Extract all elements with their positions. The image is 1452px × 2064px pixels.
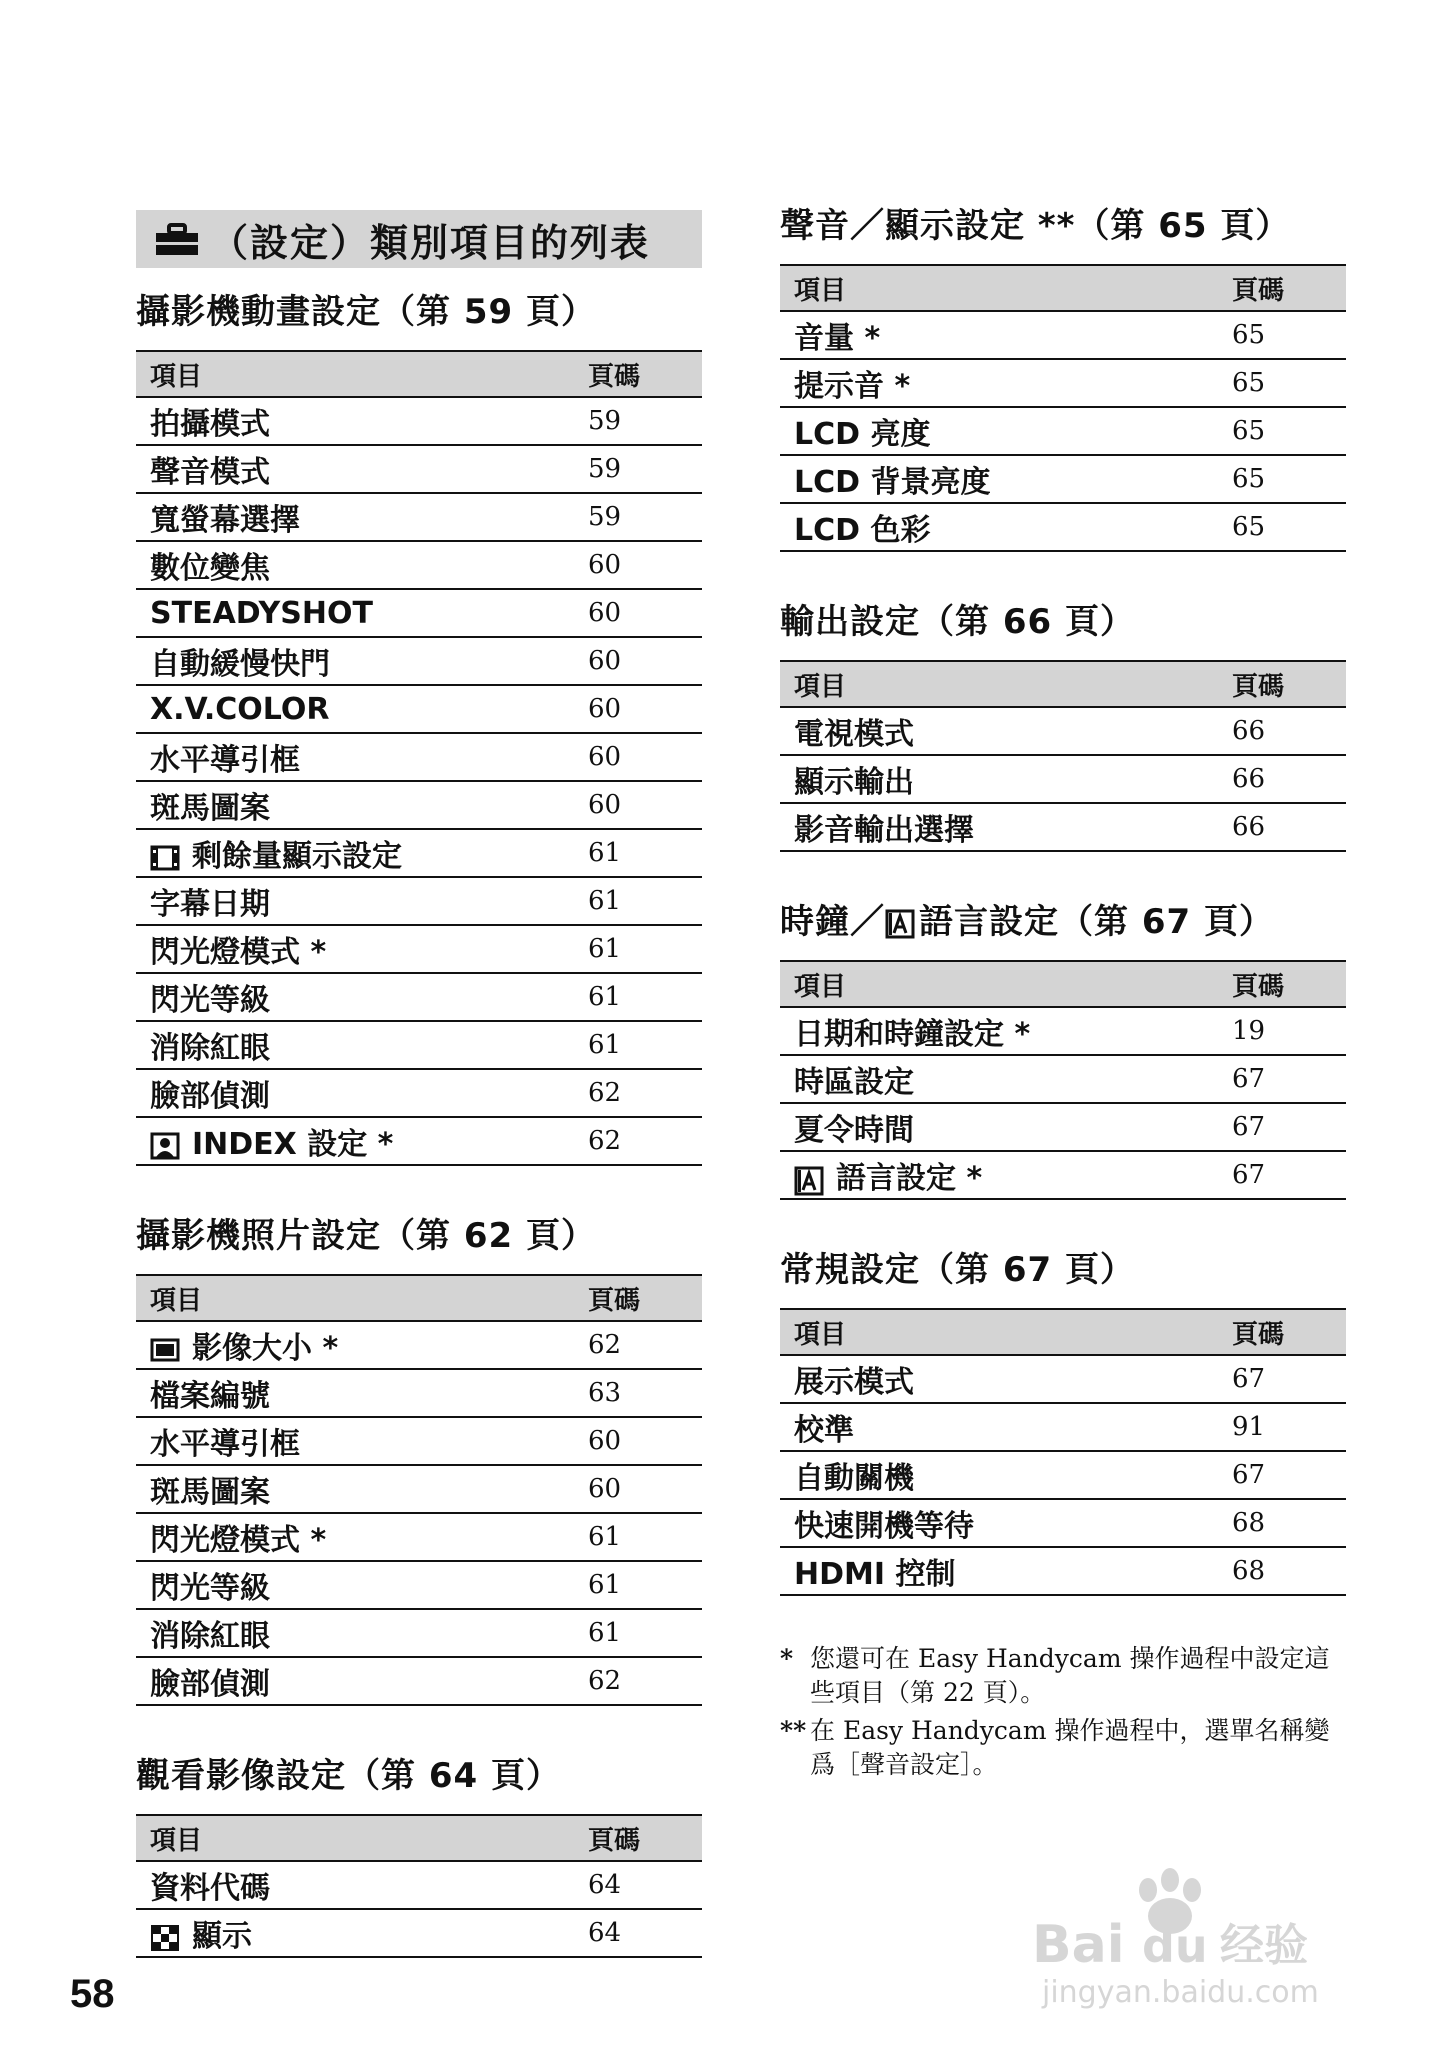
column-header-item: 項目 — [136, 1815, 578, 1861]
item-label: STEADYSHOT — [150, 595, 373, 631]
page-title — [136, 210, 702, 268]
table-row — [780, 455, 1346, 503]
toolbox-icon — [154, 222, 200, 256]
item-label: 檔案編號 — [150, 1379, 270, 1414]
settings-section — [780, 898, 1346, 1200]
image-size-icon — [150, 1336, 180, 1364]
item-cell — [780, 311, 1222, 359]
watermark-brand: Bai — [1032, 1915, 1125, 1975]
column-header-page: 頁碼 — [1222, 961, 1346, 1007]
item-label: 閃光燈模式 * — [150, 1523, 327, 1558]
page-cell: 68 — [1222, 1499, 1346, 1547]
item-cell — [780, 455, 1222, 503]
item-cell — [780, 1103, 1222, 1151]
table-row — [136, 1321, 702, 1369]
table-row — [136, 1909, 702, 1957]
table-header-row — [136, 1275, 702, 1321]
item-cell — [780, 1055, 1222, 1103]
item-label: HDMI 控制 — [794, 1557, 956, 1592]
page-cell: 62 — [578, 1069, 702, 1117]
column-header-item: 項目 — [780, 661, 1222, 707]
item-cell — [136, 1609, 578, 1657]
page-cell: 64 — [578, 1909, 702, 1957]
settings-table — [136, 1814, 702, 1958]
table-row — [780, 1403, 1346, 1451]
face-index-icon — [150, 1132, 180, 1160]
table-row — [136, 1609, 702, 1657]
column-header-page: 頁碼 — [1222, 265, 1346, 311]
table-row — [136, 877, 702, 925]
settings-section — [780, 202, 1346, 552]
table-row — [136, 685, 702, 733]
table-row — [136, 493, 702, 541]
item-label: 數位變焦 — [150, 551, 270, 586]
settings-table — [780, 960, 1346, 1200]
item-cell — [136, 733, 578, 781]
page-cell: 65 — [1222, 311, 1346, 359]
column-header-item: 項目 — [136, 1275, 578, 1321]
column-header-page: 頁碼 — [1222, 1309, 1346, 1355]
watermark-brand2: du — [1142, 1919, 1208, 1973]
item-cell — [136, 397, 578, 445]
page-cell: 66 — [1222, 707, 1346, 755]
page-cell: 64 — [578, 1861, 702, 1909]
table-row — [136, 1561, 702, 1609]
item-label: 校準 — [794, 1413, 854, 1448]
table-header-row — [780, 661, 1346, 707]
item-label: 拍攝模式 — [150, 407, 270, 442]
page-title-text: （設定）類別項目的列表 — [210, 220, 651, 265]
settings-section — [136, 1212, 702, 1706]
language-icon — [885, 909, 915, 939]
item-label: 夏令時間 — [794, 1113, 914, 1148]
item-label: 寬螢幕選擇 — [150, 503, 300, 538]
table-row — [780, 1355, 1346, 1403]
item-cell — [136, 781, 578, 829]
page-cell: 59 — [578, 493, 702, 541]
page-cell: 67 — [1222, 1151, 1346, 1199]
section-title-text: 常規設定（第 67 頁） — [780, 1250, 1135, 1290]
item-label: 影像大小 * — [192, 1331, 339, 1366]
table-header-row — [136, 1815, 702, 1861]
table-header-row — [780, 961, 1346, 1007]
table-row — [136, 973, 702, 1021]
footnote-mark: * — [780, 1644, 794, 1673]
page-cell: 67 — [1222, 1103, 1346, 1151]
item-label: 消除紅眼 — [150, 1619, 270, 1654]
item-label: 聲音模式 — [150, 455, 270, 490]
table-row — [780, 311, 1346, 359]
item-label: 影音輸出選擇 — [794, 813, 974, 848]
table-row — [780, 1547, 1346, 1595]
page-cell: 60 — [578, 637, 702, 685]
table-row — [136, 1513, 702, 1561]
table-row — [780, 755, 1346, 803]
table-header-row — [780, 1309, 1346, 1355]
item-cell — [780, 1007, 1222, 1055]
item-cell — [136, 589, 578, 637]
settings-section — [780, 598, 1346, 852]
table-row — [136, 781, 702, 829]
table-row — [780, 1151, 1346, 1199]
settings-section — [136, 1752, 702, 1958]
page-cell: 61 — [578, 1513, 702, 1561]
page-cell: 62 — [578, 1321, 702, 1369]
table-header-row — [780, 265, 1346, 311]
table-row — [136, 397, 702, 445]
table-row — [136, 1117, 702, 1165]
section-title-text: 觀看影像設定（第 64 頁） — [136, 1756, 561, 1796]
right-column — [780, 202, 1346, 1786]
table-row — [136, 637, 702, 685]
table-row — [780, 707, 1346, 755]
page-cell: 60 — [578, 733, 702, 781]
table-row — [780, 1451, 1346, 1499]
page-cell: 60 — [578, 1417, 702, 1465]
baidu-jingyan-watermark — [1030, 1860, 1360, 2010]
page-cell: 65 — [1222, 503, 1346, 551]
page-cell: 62 — [578, 1117, 702, 1165]
page-cell: 66 — [1222, 803, 1346, 851]
item-label: LCD 色彩 — [794, 513, 931, 548]
item-label: 剩餘量顯示設定 — [192, 839, 402, 874]
footnote-text: 您還可在 Easy Handycam 操作過程中設定這些項目（第 22 頁）。 — [810, 1644, 1330, 1707]
section-title — [780, 598, 1346, 646]
item-cell — [136, 829, 578, 877]
item-label: 時區設定 — [794, 1065, 914, 1100]
item-label: 閃光燈模式 * — [150, 935, 327, 970]
item-cell — [136, 877, 578, 925]
table-row — [780, 503, 1346, 551]
item-cell — [136, 541, 578, 589]
film-icon — [150, 844, 180, 872]
table-row — [136, 1369, 702, 1417]
page-cell: 91 — [1222, 1403, 1346, 1451]
page-cell: 19 — [1222, 1007, 1346, 1055]
item-label: 斑馬圖案 — [150, 1475, 270, 1510]
section-title — [136, 288, 702, 336]
item-cell — [136, 637, 578, 685]
page-number: 58 — [70, 1972, 115, 2016]
item-label: 提示音 * — [794, 369, 911, 404]
page-cell: 60 — [578, 589, 702, 637]
item-label: 水平導引框 — [150, 1427, 300, 1462]
page-cell: 60 — [578, 685, 702, 733]
page-cell: 68 — [1222, 1547, 1346, 1595]
table-row — [136, 1417, 702, 1465]
table-row — [780, 1499, 1346, 1547]
section-title — [780, 898, 1346, 946]
item-cell — [136, 1417, 578, 1465]
item-label: INDEX 設定 * — [192, 1127, 394, 1162]
table-row — [136, 1021, 702, 1069]
page-cell: 67 — [1222, 1055, 1346, 1103]
column-header-item: 項目 — [136, 351, 578, 397]
table-row — [136, 1069, 702, 1117]
item-label: 顯示輸出 — [794, 765, 914, 800]
footnote-text: 在 Easy Handycam 操作過程中，選單名稱變爲［聲音設定］。 — [810, 1716, 1330, 1779]
page-cell: 66 — [1222, 755, 1346, 803]
table-header-row — [136, 351, 702, 397]
item-cell — [136, 1465, 578, 1513]
section-title — [136, 1212, 702, 1260]
item-cell — [136, 685, 578, 733]
page-cell: 62 — [578, 1657, 702, 1705]
table-row — [780, 359, 1346, 407]
item-label: 日期和時鐘設定 * — [794, 1017, 1031, 1052]
table-row — [136, 541, 702, 589]
settings-table — [136, 1274, 702, 1706]
column-header-page: 頁碼 — [578, 1815, 702, 1861]
watermark-suffix: 经验 — [1220, 1920, 1308, 1971]
section-title-text: 聲音／顯示設定 **（第 65 頁） — [780, 206, 1291, 246]
item-label: 水平導引框 — [150, 743, 300, 778]
column-header-page: 頁碼 — [578, 1275, 702, 1321]
page-cell: 61 — [578, 877, 702, 925]
page-cell: 67 — [1222, 1355, 1346, 1403]
page-cell: 61 — [578, 925, 702, 973]
page-cell: 59 — [578, 397, 702, 445]
page-cell: 61 — [578, 829, 702, 877]
section-title-text: 攝影機動畫設定（第 59 頁） — [136, 292, 596, 332]
item-label: 斑馬圖案 — [150, 791, 270, 826]
section-title-prefix: 時鐘／ — [780, 902, 885, 942]
page-cell: 60 — [578, 541, 702, 589]
table-row — [780, 1103, 1346, 1151]
table-row — [136, 1861, 702, 1909]
item-label: 臉部偵測 — [150, 1667, 270, 1702]
table-row — [780, 1055, 1346, 1103]
column-header-page: 頁碼 — [1222, 661, 1346, 707]
footnote — [780, 1714, 1346, 1782]
item-label: 展示模式 — [794, 1365, 914, 1400]
table-row — [136, 1465, 702, 1513]
item-cell — [780, 707, 1222, 755]
item-cell — [136, 493, 578, 541]
table-row — [780, 803, 1346, 851]
table-row — [780, 1007, 1346, 1055]
table-row — [136, 445, 702, 493]
item-label: LCD 亮度 — [794, 417, 931, 452]
table-row — [136, 1657, 702, 1705]
settings-table — [780, 660, 1346, 852]
item-label: 自動緩慢快門 — [150, 647, 330, 682]
left-column — [136, 210, 702, 2004]
column-header-item: 項目 — [780, 961, 1222, 1007]
page-cell: 65 — [1222, 407, 1346, 455]
settings-table — [780, 1308, 1346, 1596]
item-cell — [780, 803, 1222, 851]
page-cell: 65 — [1222, 455, 1346, 503]
item-label: X.V.COLOR — [150, 691, 330, 727]
item-cell — [136, 925, 578, 973]
settings-section — [136, 288, 702, 1166]
item-label: 資料代碼 — [150, 1871, 270, 1906]
item-label: 快速開機等待 — [794, 1509, 974, 1544]
table-row — [136, 589, 702, 637]
table-row — [136, 733, 702, 781]
page-cell: 61 — [578, 973, 702, 1021]
item-label: 臉部偵測 — [150, 1079, 270, 1114]
page-cell: 61 — [578, 1021, 702, 1069]
item-label: 音量 * — [794, 321, 881, 356]
item-cell — [136, 1069, 578, 1117]
section-title-text: 語言設定（第 67 頁） — [919, 902, 1274, 942]
item-cell — [136, 973, 578, 1021]
footnote-mark: ** — [780, 1716, 807, 1745]
item-cell — [136, 1021, 578, 1069]
footnotes — [780, 1642, 1346, 1782]
settings-section — [780, 1246, 1346, 1596]
item-cell — [780, 1403, 1222, 1451]
item-cell — [780, 755, 1222, 803]
section-title — [136, 1752, 702, 1800]
item-cell — [136, 1909, 578, 1957]
column-header-item: 項目 — [780, 1309, 1222, 1355]
page-cell: 63 — [578, 1369, 702, 1417]
item-cell — [136, 1117, 578, 1165]
column-header-item: 項目 — [780, 265, 1222, 311]
item-label: 電視模式 — [794, 717, 914, 752]
settings-table — [136, 350, 702, 1166]
page-cell: 61 — [578, 1561, 702, 1609]
page-cell: 65 — [1222, 359, 1346, 407]
page-cell: 59 — [578, 445, 702, 493]
item-cell — [136, 1561, 578, 1609]
table-row — [780, 407, 1346, 455]
page-cell: 60 — [578, 781, 702, 829]
table-row — [136, 925, 702, 973]
item-cell — [780, 1451, 1222, 1499]
item-label: 語言設定 * — [836, 1161, 983, 1196]
item-cell — [136, 1369, 578, 1417]
item-cell — [780, 1355, 1222, 1403]
item-cell — [780, 1151, 1222, 1199]
watermark-url: jingyan.baidu.com — [1042, 1975, 1319, 2010]
item-label: LCD 背景亮度 — [794, 465, 991, 500]
item-cell — [780, 1547, 1222, 1595]
page-cell: 60 — [578, 1465, 702, 1513]
column-header-page: 頁碼 — [578, 351, 702, 397]
item-cell — [780, 359, 1222, 407]
section-title-text: 輸出設定（第 66 頁） — [780, 602, 1135, 642]
item-cell — [136, 1657, 578, 1705]
item-cell — [780, 503, 1222, 551]
page-cell: 67 — [1222, 1451, 1346, 1499]
item-label: 閃光等級 — [150, 1571, 270, 1606]
checker-icon — [150, 1924, 180, 1952]
item-label: 消除紅眼 — [150, 1031, 270, 1066]
page-cell: 61 — [578, 1609, 702, 1657]
section-title — [780, 1246, 1346, 1294]
item-label: 顯示 — [192, 1919, 252, 1954]
item-cell — [136, 445, 578, 493]
item-cell — [136, 1321, 578, 1369]
item-cell — [136, 1861, 578, 1909]
section-title — [780, 202, 1346, 250]
item-cell — [780, 1499, 1222, 1547]
item-cell — [780, 407, 1222, 455]
section-title-text: 攝影機照片設定（第 62 頁） — [136, 1216, 596, 1256]
settings-table — [780, 264, 1346, 552]
item-label: 字幕日期 — [150, 887, 270, 922]
item-label: 閃光等級 — [150, 983, 270, 1018]
table-row — [136, 829, 702, 877]
item-cell — [136, 1513, 578, 1561]
footnote — [780, 1642, 1346, 1710]
item-label: 自動關機 — [794, 1461, 914, 1496]
language-icon — [794, 1166, 824, 1194]
